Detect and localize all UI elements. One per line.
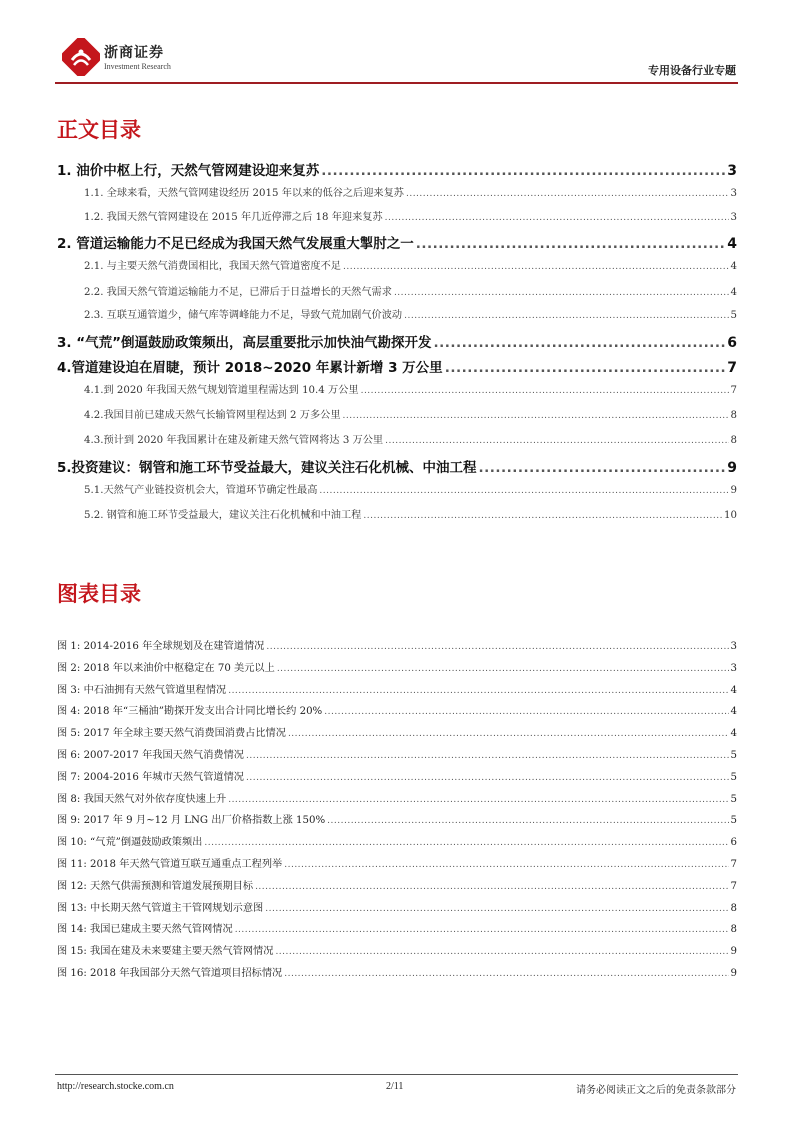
figure-list-entry[interactable] xyxy=(57,681,737,697)
figure-entry-text: 图 2: 2018 年以来油价中枢稳定在 70 美元以上 xyxy=(57,662,275,674)
figure-leader-dots xyxy=(284,860,728,870)
toc-entry-text: 1.1. 全球来看，天然气管网建设经历 2015 年以来的低谷之后迎来复苏 xyxy=(84,188,404,199)
toc-entry-page: 5 xyxy=(730,310,737,321)
figure-entry-page: 3 xyxy=(730,641,737,652)
figure-leader-dots xyxy=(284,969,728,979)
toc-entry-page: 8 xyxy=(730,410,737,421)
toc-entry-text: 2.3. 互联互通管道少，储气库等调峰能力不足，导致气荒加剧气价波动 xyxy=(84,310,403,321)
toc-leader-dots xyxy=(343,262,729,272)
figure-leader-dots xyxy=(275,947,728,957)
figure-list-entry[interactable] xyxy=(57,659,737,675)
figure-leader-dots xyxy=(288,729,729,739)
toc-leader-dots xyxy=(361,386,729,396)
figure-entry-text: 图 14: 我国已建成主要天然气管网情况 xyxy=(57,924,233,936)
toc-entry-page: 4 xyxy=(730,261,737,272)
toc-leader-dots xyxy=(394,288,729,298)
toc-leader-dots xyxy=(319,486,728,496)
figure-leader-dots xyxy=(266,642,728,652)
figure-leader-dots xyxy=(265,904,728,914)
toc-leader-dots xyxy=(433,335,725,351)
logo-english-name: Investment Research xyxy=(104,62,171,71)
figure-leader-dots xyxy=(255,882,728,892)
toc-entry-text: 4.管道建设迫在眉睫，预计 2018~2020 年累计新增 3 万公里 xyxy=(57,360,443,376)
toc-entry-page: 4 xyxy=(730,287,737,298)
toc-section-entry[interactable] xyxy=(84,283,737,299)
toc-title: 正文目录 xyxy=(57,118,141,142)
figure-list-entry[interactable] xyxy=(57,942,737,958)
toc-section-entry[interactable] xyxy=(84,208,737,224)
figure-entry-text: 图 16: 2018 年我国部分天然气管道项目招标情况 xyxy=(57,968,283,979)
toc-entry-page: 6 xyxy=(727,335,737,351)
toc-entry-text: 5.投资建议：钢管和施工环节受益最大，建议关注石化机械、中油工程 xyxy=(57,460,477,476)
toc-entry-text: 4.2.我国目前已建成天然气长输管网里程达到 2 万多公里 xyxy=(84,410,341,421)
figure-entry-page: 3 xyxy=(730,662,737,674)
toc-entry-text: 1. 油价中枢上行，天然气管网建设迎来复苏 xyxy=(57,163,320,179)
figure-leader-dots xyxy=(235,925,729,935)
toc-leader-dots xyxy=(416,236,726,252)
toc-section-entry[interactable] xyxy=(84,431,737,447)
page-header xyxy=(0,0,793,92)
figure-list-entry[interactable] xyxy=(57,877,737,893)
toc-section-entry[interactable] xyxy=(84,381,737,397)
footer-url[interactable]: http://research.stocke.com.cn xyxy=(57,1081,174,1092)
figure-entry-text: 图 3: 中石油拥有天然气管道里程情况 xyxy=(57,684,227,696)
figure-entry-page: 7 xyxy=(730,859,737,870)
toc-leader-dots xyxy=(321,163,725,179)
figure-entry-text: 图 15: 我国在建及未来要建主要天然气管网情况 xyxy=(57,946,274,958)
figure-entry-page: 6 xyxy=(730,837,737,849)
logo-chinese-name: 浙商证券 xyxy=(104,45,164,61)
figure-list-entry[interactable] xyxy=(57,790,737,806)
figure-leader-dots xyxy=(246,751,729,761)
toc-entry-text: 2. 管道运输能力不足已经成为我国天然气发展重大掣肘之一 xyxy=(57,236,414,252)
toc-entry-text: 4.3.预计到 2020 年我国累计在建及新建天然气管网将达 3 万公里 xyxy=(84,435,384,446)
figure-entry-text: 图 10: “气荒”倒逼鼓励政策频出 xyxy=(57,837,203,849)
toc-section-entry[interactable] xyxy=(84,257,737,273)
figure-entry-text: 图 9: 2017 年 9 月~12 月 LNG 出厂价格指数上涨 150% xyxy=(57,815,326,827)
toc-entry-page: 3 xyxy=(727,163,737,179)
zheshang-logo-icon xyxy=(62,38,100,76)
figure-leader-dots xyxy=(204,838,728,848)
figure-entry-page: 4 xyxy=(730,684,737,696)
figure-entry-text: 图 1: 2014-2016 年全球规划及在建管道情况 xyxy=(57,641,265,652)
figure-entry-page: 4 xyxy=(730,706,737,718)
figure-list-entry[interactable] xyxy=(57,637,737,653)
figure-list-entry[interactable] xyxy=(57,855,737,871)
toc-chapter-entry[interactable] xyxy=(57,159,737,179)
figure-entry-text: 图 6: 2007-2017 年我国天然气消费情况 xyxy=(57,750,244,761)
figure-list-entry[interactable] xyxy=(57,964,737,980)
toc-entry-text: 4.1.到 2020 年我国天然气规划管道里程需达到 10.4 万公里 xyxy=(84,385,359,396)
toc-entry-text: 5.1.天然气产业链投资机会大，管道环节确定性最高 xyxy=(84,485,318,496)
page-number: 2/11 xyxy=(386,1081,404,1092)
figure-entry-text: 图 5: 2017 年全球主要天然气消费国消费占比情况 xyxy=(57,728,286,740)
figure-entry-page: 8 xyxy=(730,924,737,936)
figure-list-entry[interactable] xyxy=(57,724,737,740)
toc-section-entry[interactable] xyxy=(84,481,737,497)
toc-leader-dots xyxy=(363,511,722,521)
figure-entry-text: 图 8: 我国天然气对外依存度快速上升 xyxy=(57,793,227,805)
toc-leader-dots xyxy=(343,411,729,421)
figure-list-entry[interactable] xyxy=(57,899,737,915)
figure-leader-dots xyxy=(324,707,728,717)
footer-divider xyxy=(55,1074,738,1075)
toc-entry-page: 4 xyxy=(727,236,737,252)
disclaimer: 请务必阅读正文之后的免责条款部分 xyxy=(576,1085,736,1096)
toc-section-entry[interactable] xyxy=(84,506,737,522)
toc-entry-page: 9 xyxy=(730,485,737,496)
toc-entry-text: 3. “气荒”倒逼鼓励政策频出，高层重要批示加快油气勘探开发 xyxy=(57,335,432,351)
toc-entry-page: 8 xyxy=(730,435,737,446)
figure-list-entry[interactable] xyxy=(57,811,737,827)
toc-entry-text: 1.2. 我国天然气管网建设在 2015 年几近停滞之后 18 年迎来复苏 xyxy=(84,212,383,223)
figure-list-entry[interactable] xyxy=(57,833,737,849)
toc-leader-dots xyxy=(445,360,726,376)
figure-list-entry[interactable] xyxy=(57,746,737,762)
figure-leader-dots xyxy=(246,773,729,783)
figure-entry-page: 9 xyxy=(730,946,737,958)
figure-entry-page: 8 xyxy=(730,902,737,914)
figure-leader-dots xyxy=(228,795,728,805)
figure-entry-page: 5 xyxy=(730,750,737,761)
toc-entry-page: 7 xyxy=(730,385,737,396)
figure-list-entry[interactable] xyxy=(57,920,737,936)
toc-entry-page: 9 xyxy=(727,460,737,476)
toc-section-entry[interactable] xyxy=(84,306,737,322)
toc-section-entry[interactable] xyxy=(84,184,737,200)
toc-chapter-entry[interactable] xyxy=(57,232,737,252)
toc-section-entry[interactable] xyxy=(84,406,737,422)
toc-entry-text: 2.2. 我国天然气管道运输能力不足，已滞后于日益增长的天然气需求 xyxy=(84,287,392,298)
figure-entry-text: 图 4: 2018 年“三桶油”勘探开发支出合计同比增长约 20% xyxy=(57,706,323,718)
toc-chapter-entry[interactable] xyxy=(57,356,737,376)
figure-entry-text: 图 7: 2004-2016 年城市天然气管道情况 xyxy=(57,771,244,783)
toc-entry-page: 3 xyxy=(730,212,737,223)
report-type: 专用设备行业专题 xyxy=(648,64,736,77)
toc-entry-page: 10 xyxy=(724,510,737,521)
figure-entry-text: 图 13: 中长期天然气管道主干管网规划示意图 xyxy=(57,902,264,914)
figure-entry-text: 图 12: 天然气供需预测和管道发展预期目标 xyxy=(57,880,254,892)
toc-leader-dots xyxy=(404,311,728,321)
figure-leader-dots xyxy=(228,686,728,696)
toc-entry-text: 2.1. 与主要天然气消费国相比，我国天然气管道密度不足 xyxy=(84,261,341,272)
toc-entry-page: 7 xyxy=(727,360,737,376)
toc-entry-text: 5.2. 钢管和施工环节受益最大，建议关注石化机械和中油工程 xyxy=(84,510,362,521)
figure-list-entry[interactable] xyxy=(57,768,737,784)
figure-entry-page: 5 xyxy=(730,815,737,827)
figure-list-entry[interactable] xyxy=(57,702,737,718)
toc-leader-dots xyxy=(406,189,729,199)
figure-leader-dots xyxy=(277,664,729,674)
figure-entry-page: 4 xyxy=(730,728,737,740)
figure-entry-page: 9 xyxy=(730,968,737,979)
toc-leader-dots xyxy=(385,213,729,223)
toc-leader-dots xyxy=(385,436,728,446)
header-divider xyxy=(55,82,738,84)
figure-leader-dots xyxy=(327,816,728,826)
figure-entry-page: 5 xyxy=(730,793,737,805)
toc-chapter-entry[interactable] xyxy=(57,331,737,351)
figure-entry-page: 5 xyxy=(730,771,737,783)
toc-leader-dots xyxy=(479,460,726,476)
toc-chapter-entry[interactable] xyxy=(57,456,737,476)
toc-entry-page: 3 xyxy=(730,188,737,199)
figure-entry-text: 图 11: 2018 年天然气管道互联互通重点工程列举 xyxy=(57,859,283,870)
company-logo xyxy=(62,38,172,76)
figures-title: 图表目录 xyxy=(57,582,141,606)
figure-entry-page: 7 xyxy=(730,880,737,892)
